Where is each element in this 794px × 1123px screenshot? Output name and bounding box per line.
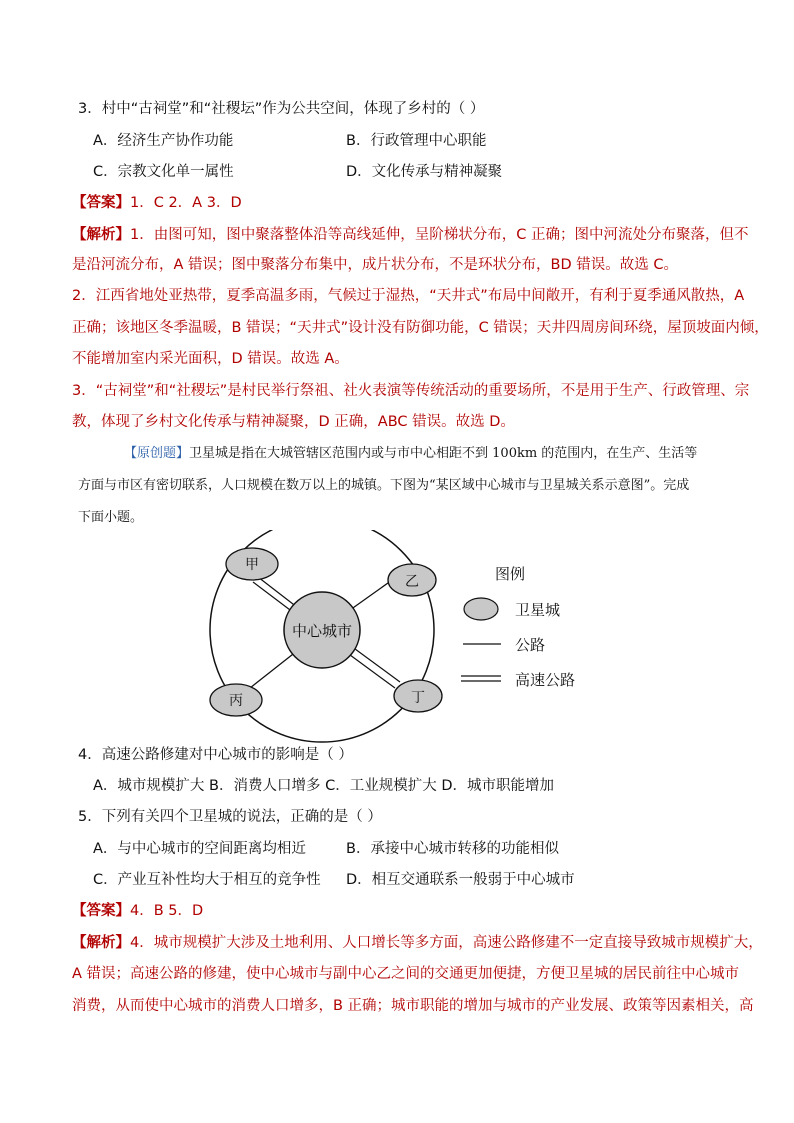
q5-option-c: C．产业互补性均大于相互的竞争性 (93, 872, 321, 888)
original-intro-line (124, 444, 697, 464)
legend-road-label: 公路 (515, 636, 546, 654)
analysis-tag: 【解析】 (72, 935, 130, 951)
answer-text: 1．C 2．A 3．D (130, 195, 242, 211)
analysis-text: 4．城市规模扩大涉及土地利用、人口增长等多方面，高速公路修建不一定直接导致城市规模扩大， (130, 935, 763, 951)
analysis-line: 3．“古祠堂”和“社稷坛”是村民举行祭祖、社火表演等传统活动的重要场所，不是用于生产、行政管理、宗 (72, 383, 750, 399)
analysis-line: 教，体现了乡村文化传承与精神凝聚，D 正确，ABC 错误。故选 D。 (72, 414, 515, 430)
analysis-line: A 错误；高速公路的修建，使中心城市与副中心乙之间的交通更加便捷，方便卫星城的居民前往中心城市 (72, 966, 740, 982)
original-intro-line: 下面小题。 (78, 510, 144, 525)
answer-text: 4．B 5．D (130, 903, 204, 919)
legend-highway-symbol (461, 676, 501, 681)
analysis-line (72, 933, 763, 953)
q4-options: A．城市规模扩大 B．消费人口增多 C．工业规模扩大 D．城市职能增加 (93, 778, 554, 794)
answer-block-1 (72, 193, 242, 213)
center-city-label: 中心城市 (291, 622, 353, 640)
satellite-yi-label: 乙 (405, 574, 419, 590)
q3-option-b: B．行政管理中心职能 (346, 133, 487, 149)
analysis-line: 消费，从而使中心城市的消费人口增多，B 正确；城市职能的增加与城市的产业发展、政策等因素相关，高 (72, 998, 754, 1014)
original-intro-line: 方面与市区有密切联系，人口规模在数万以上的城镇。下图为“某区域中心城市与卫星城关系示意图”。完成 (78, 478, 690, 493)
analysis-line (72, 225, 748, 245)
q4-stem: 4．高速公路修建对中心城市的影响是（ ） (78, 747, 353, 763)
legend-satellite-symbol (464, 598, 498, 620)
city-satellite-diagram (195, 530, 615, 745)
analysis-line: 不能增加室内采光面积，D 错误。故选 A。 (72, 351, 349, 367)
analysis-line: 2．江西省地处亚热带，夏季高温多雨，气候过于湿热，“天井式”布局中间敞开，有利于夏季通风散热，A (72, 288, 745, 304)
q5-option-a: A．与中心城市的空间距离均相近 (93, 841, 306, 857)
analysis-line: 是沿河流分布，A 错误；图中聚落分布集中，成片状分布，不是环状分布，BD 错误。故选 C。 (72, 257, 678, 273)
q3-option-d: D．文化传承与精神凝聚 (346, 164, 503, 180)
satellite-jia-label: 甲 (245, 557, 259, 573)
q5-option-d: D．相互交通联系一般弱于中心城市 (346, 872, 575, 888)
legend-highway-label: 高速公路 (515, 671, 576, 689)
q3-stem: 3．村中“古祠堂”和“社稷坛”作为公共空间，体现了乡村的（ ） (78, 101, 485, 117)
legend-satellite-label: 卫星城 (515, 601, 561, 619)
original-text: 卫星城是指在大城管辖区范围内或与市中心相距不到 100km 的范围内，在生产、生活等 (189, 446, 698, 461)
answer-tag: 【答案】 (72, 195, 130, 211)
highway-ding (346, 646, 400, 688)
q3-option-a: A．经济生产协作功能 (93, 133, 234, 149)
answer-block-2 (72, 901, 203, 921)
q5-option-b: B．承接中心城市转移的功能相似 (346, 841, 559, 857)
original-tag: 【原创题】 (124, 446, 190, 461)
analysis-line: 正确；该地区冬季温暖，B 错误；“天井式”设计没有防御功能，C 错误；天井四周房间环绕，屋顶坡面内倾， (72, 320, 769, 336)
q3-option-c: C．宗教文化单一属性 (93, 164, 234, 180)
analysis-tag: 【解析】 (72, 227, 130, 243)
answer-tag: 【答案】 (72, 903, 130, 919)
legend-title: 图例 (495, 565, 526, 583)
satellite-bing-label: 丙 (229, 693, 243, 709)
analysis-text: 1．由图可知，图中聚落整体沿等高线延伸，呈阶梯状分布，C 正确；图中河流处分布聚落，但不 (130, 227, 749, 243)
q5-stem: 5．下列有关四个卫星城的说法，正确的是（ ） (78, 809, 382, 825)
satellite-ding-label: 丁 (411, 690, 425, 706)
